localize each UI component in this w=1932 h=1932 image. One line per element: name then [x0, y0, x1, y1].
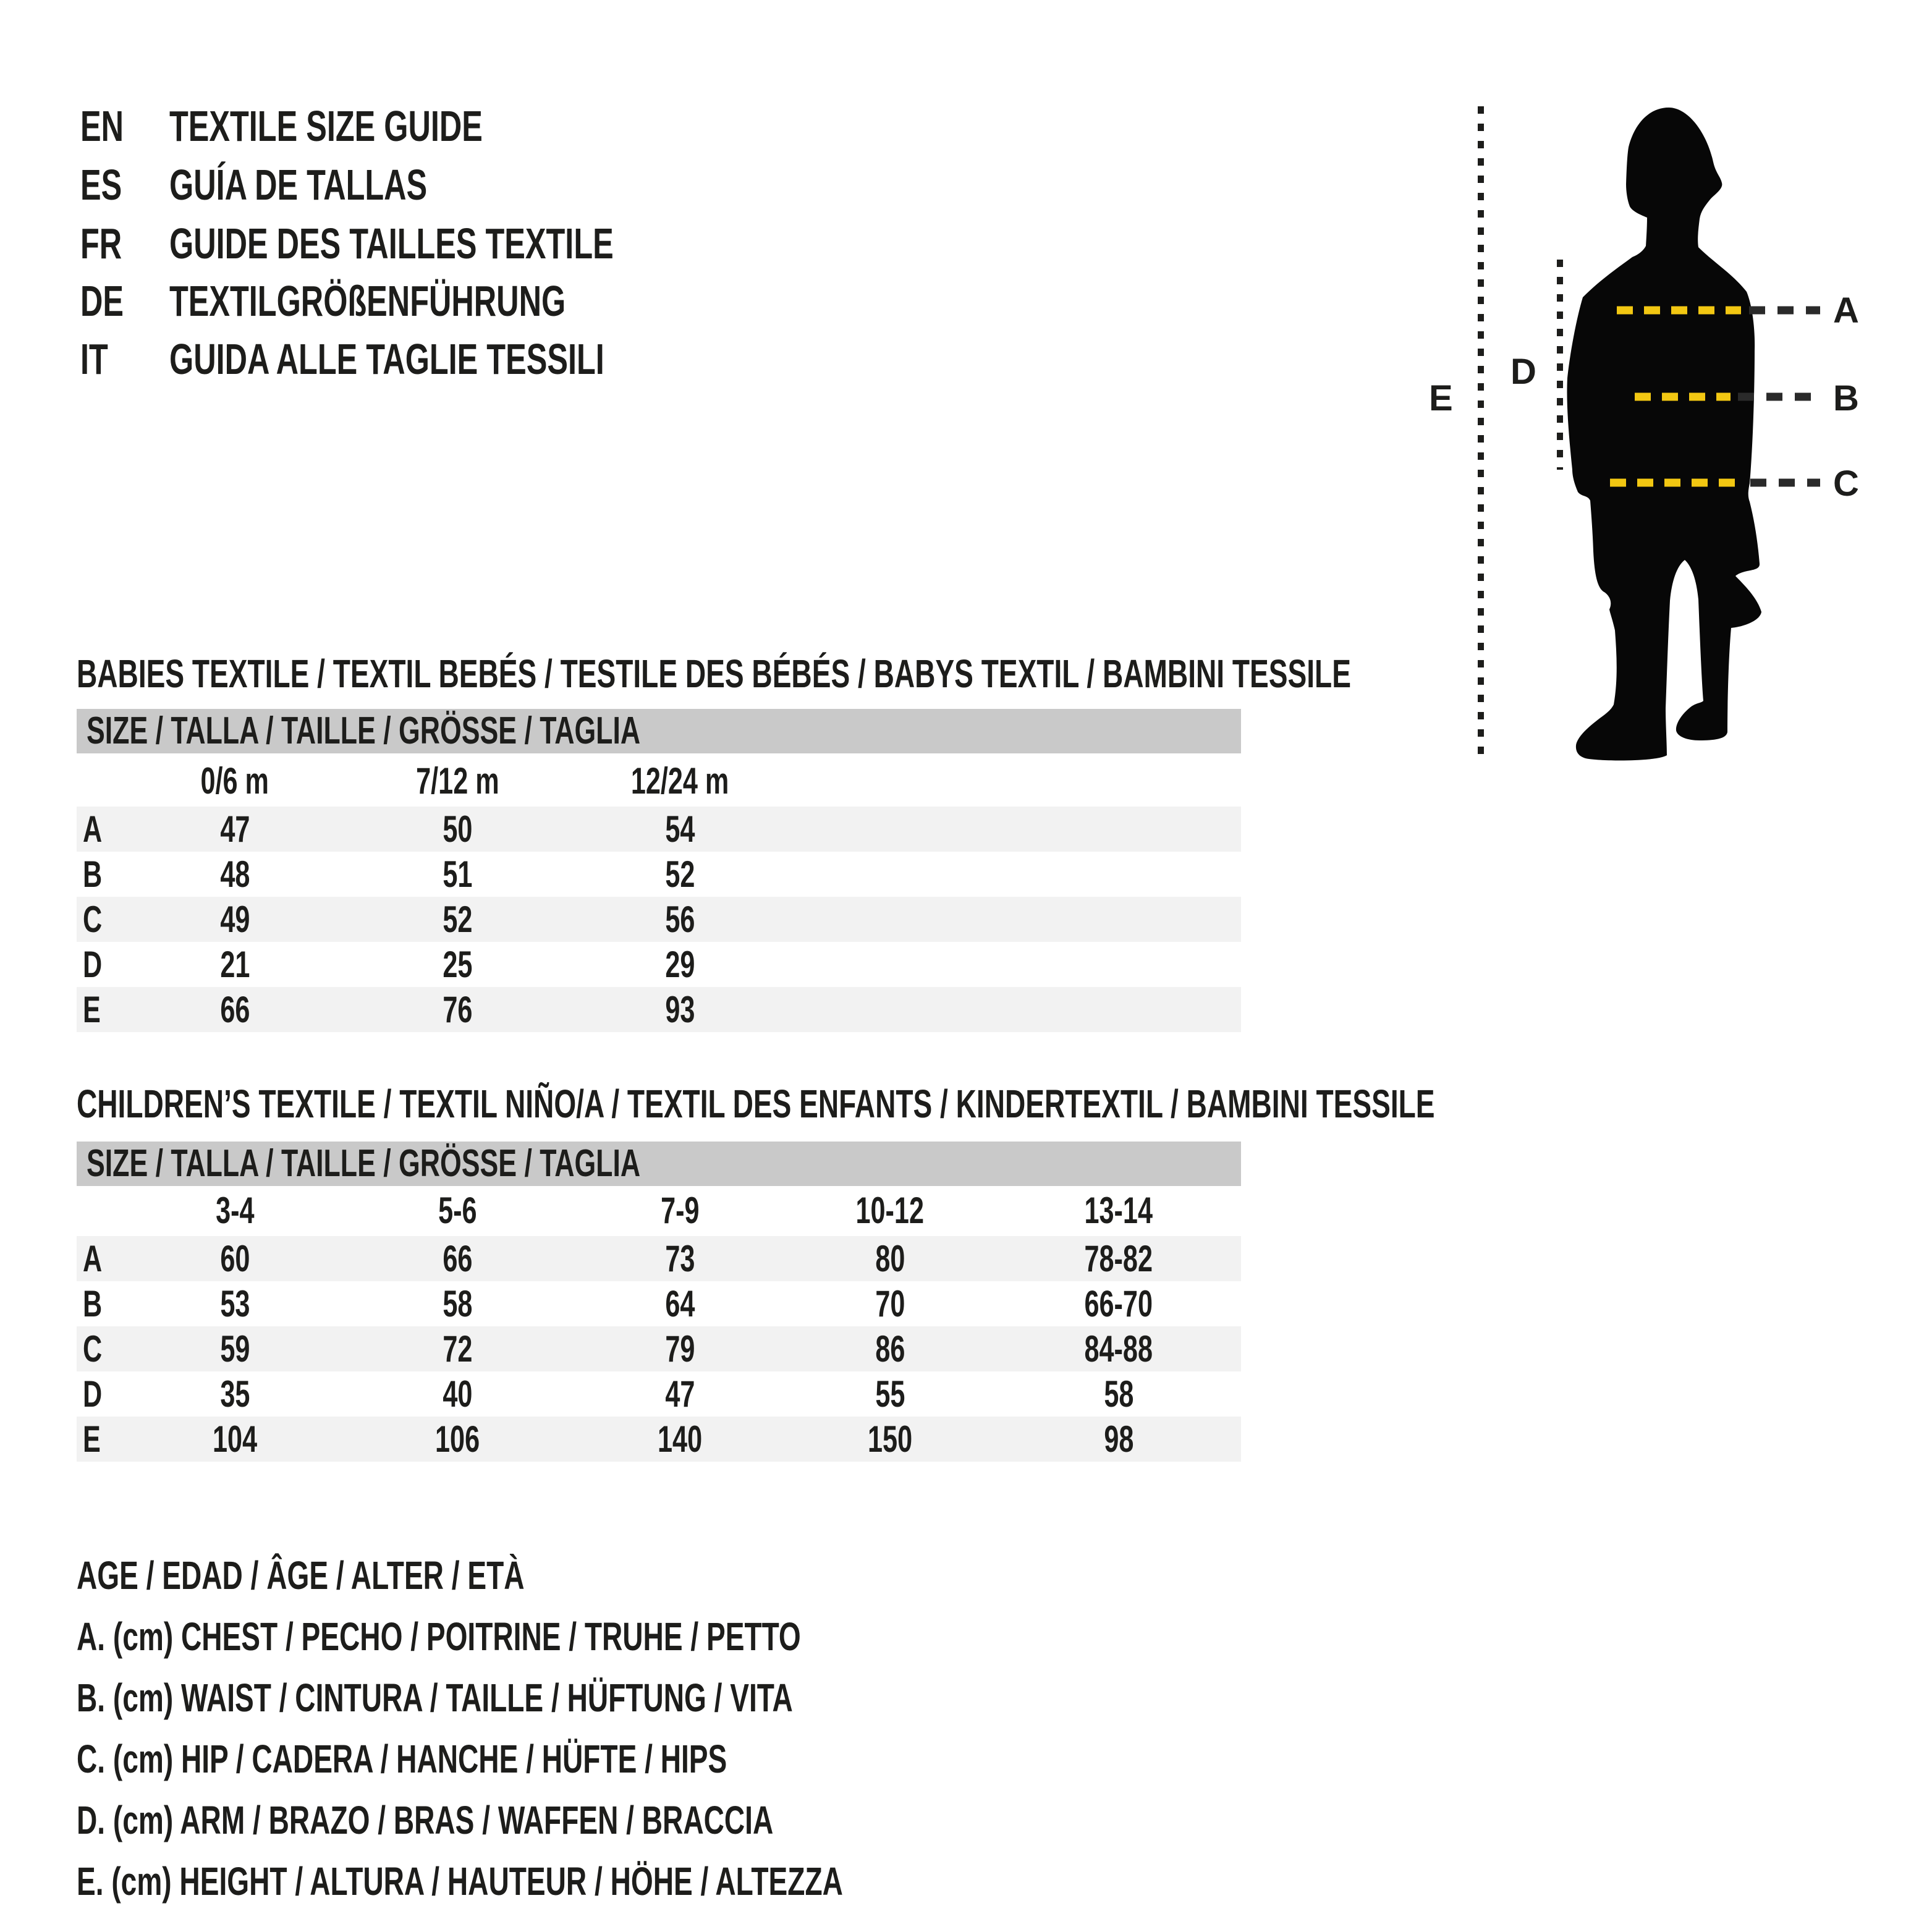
cell-text: 52 [664, 854, 695, 895]
cell-text: 93 [664, 989, 695, 1030]
lang-title-es [169, 163, 527, 207]
figure-label-a: A [1833, 290, 1859, 331]
cell-text: 78-82 [1084, 1238, 1153, 1279]
children-cell [124, 1417, 346, 1462]
children-cell [1007, 1417, 1230, 1462]
cell-text: 56 [664, 899, 695, 940]
lang-code-text: FR [80, 219, 122, 268]
children-section-title [77, 1083, 1932, 1125]
babies-size-header-text: SIZE / TALLA / TAILLE / GRÖSSE / TAGLIA [87, 710, 641, 752]
legend-age [77, 1555, 698, 1596]
children-cell [1007, 1371, 1230, 1417]
lang-title-de [169, 279, 720, 323]
children-cell [569, 1371, 791, 1417]
babies-cell [346, 807, 569, 852]
child-silhouette-figure [1421, 87, 1932, 803]
cell-text: 58 [1103, 1373, 1134, 1415]
children-col-head-2 [346, 1184, 569, 1237]
cell-text: 106 [434, 1418, 480, 1460]
row-letter-text: A [83, 808, 103, 850]
cell-text: 86 [875, 1328, 905, 1370]
children-cell [1007, 1326, 1230, 1371]
cell-text: 60 [219, 1238, 250, 1279]
cell-text: 40 [442, 1373, 473, 1415]
lang-code-en [80, 104, 140, 148]
children-col-head-4 [779, 1184, 1001, 1237]
lang-title-text: TEXTILGRÖßENFÜHRUNG [169, 277, 566, 325]
children-cell [569, 1326, 791, 1371]
legend-text: B. (cm) WAIST / CINTURA / TAILLE / HÜFTUNG / VITA [77, 1676, 793, 1720]
lang-code-text: DE [80, 277, 124, 325]
children-col-head-3 [569, 1184, 791, 1237]
legend-hip [77, 1739, 980, 1779]
col-head-text: 7/12 m [415, 760, 499, 802]
legend-text: A. (cm) CHEST / PECHO / POITRINE / TRUHE / PETTO [77, 1614, 801, 1659]
lang-code-it [80, 337, 119, 381]
children-section-title-text: CHILDREN’S TEXTILE / TEXTIL NIÑO/A / TEXTIL DES ENFANTS / KINDERTEXTIL / BAMBINI TESSILE [77, 1082, 1435, 1126]
col-head-text: 0/6 m [200, 760, 269, 802]
children-cell [779, 1326, 1001, 1371]
lang-title-text: GUIDA ALLE TAGLIE TESSILI [169, 335, 604, 383]
cell-text: 54 [664, 808, 695, 850]
children-cell [1007, 1281, 1230, 1326]
children-cell [124, 1281, 346, 1326]
lang-code-text: IT [80, 335, 108, 383]
cell-text: 53 [219, 1283, 250, 1324]
row-letter-text: C [83, 899, 103, 940]
row-letter-text: D [83, 1373, 103, 1415]
children-cell [1007, 1236, 1230, 1281]
cell-text: 104 [212, 1418, 258, 1460]
row-letter-text: A [83, 1238, 103, 1279]
legend-text: D. (cm) ARM / BRAZO / BRAS / WAFFEN / BRACCIA [77, 1798, 774, 1842]
cell-text: 66-70 [1084, 1283, 1153, 1324]
cell-text: 72 [442, 1328, 473, 1370]
children-col-head-1 [124, 1184, 346, 1237]
cell-text: 55 [875, 1373, 905, 1415]
lang-code-text: EN [80, 102, 124, 150]
legend-height [77, 1861, 1141, 1902]
babies-cell [569, 807, 791, 852]
children-cell [569, 1281, 791, 1326]
cell-text: 21 [219, 944, 250, 985]
cell-text: 73 [664, 1238, 695, 1279]
cell-text: 80 [875, 1238, 905, 1279]
lang-title-fr [169, 221, 786, 266]
lang-title-it [169, 337, 773, 381]
children-col-head-5 [1007, 1184, 1230, 1237]
babies-cell [569, 852, 791, 897]
children-size-header-text: SIZE / TALLA / TAILLE / GRÖSSE / TAGLIA [87, 1142, 641, 1185]
babies-cell [346, 942, 569, 987]
cell-text: 47 [219, 808, 250, 850]
children-cell [124, 1236, 346, 1281]
row-letter-text: B [83, 1283, 103, 1324]
figure-label-d: D [1510, 352, 1536, 392]
lang-code-fr [80, 221, 138, 266]
figure-label-b: B [1833, 378, 1859, 418]
babies-size-header-bar [77, 709, 1241, 753]
babies-cell [346, 987, 569, 1032]
children-cell [569, 1417, 791, 1462]
babies-col-head-1 [124, 755, 346, 808]
children-cell [346, 1236, 569, 1281]
row-letter-text: E [83, 1418, 101, 1460]
babies-cell [124, 897, 346, 942]
cell-text: 51 [442, 854, 473, 895]
cell-text: 25 [442, 944, 473, 985]
legend-text: C. (cm) HIP / CADERA / HANCHE / HÜFTE / HIPS [77, 1737, 727, 1781]
col-head-text: 10-12 [855, 1190, 925, 1231]
children-cell [346, 1417, 569, 1462]
cell-text: 50 [442, 808, 473, 850]
babies-section-title-text: BABIES TEXTILE / TEXTIL BEBÉS / TESTILE DES BÉBÉS / BABYS TEXTIL / BAMBINI TESSILE [77, 651, 1351, 696]
babies-cell [124, 987, 346, 1032]
legend-text: E. (cm) HEIGHT / ALTURA / HAUTEUR / HÖHE / ALTEZZA [77, 1859, 843, 1904]
children-cell [124, 1326, 346, 1371]
legend-text: AGE / EDAD / ÂGE / ALTER / ETÀ [77, 1553, 525, 1598]
lang-title-text: GUIDE DES TAILLES TEXTILE [169, 219, 614, 268]
row-letter-text: B [83, 854, 103, 895]
cell-text: 150 [867, 1418, 913, 1460]
children-cell [346, 1281, 569, 1326]
cell-text: 140 [657, 1418, 703, 1460]
cell-text: 47 [664, 1373, 695, 1415]
legend-arm [77, 1800, 1044, 1841]
figure-label-e: E [1429, 378, 1453, 418]
col-head-text: 13-14 [1084, 1190, 1153, 1231]
cell-text: 58 [442, 1283, 473, 1324]
children-cell [124, 1371, 346, 1417]
col-head-text: 7-9 [660, 1190, 700, 1231]
babies-col-head-2 [346, 755, 569, 808]
babies-section-title [77, 653, 1847, 695]
babies-cell [346, 897, 569, 942]
row-letter-text: D [83, 944, 103, 985]
cell-text: 66 [219, 989, 250, 1030]
cell-text: 52 [442, 899, 473, 940]
children-cell [779, 1236, 1001, 1281]
lang-title-en [169, 104, 604, 148]
cell-text: 49 [219, 899, 250, 940]
children-cell [569, 1236, 791, 1281]
cell-text: 64 [664, 1283, 695, 1324]
cell-text: 79 [664, 1328, 695, 1370]
row-letter-text: E [83, 989, 101, 1030]
lang-code-de [80, 279, 140, 323]
cell-text: 76 [442, 989, 473, 1030]
col-head-text: 3-4 [215, 1190, 255, 1231]
figure-label-c: C [1833, 464, 1859, 504]
lang-title-text: TEXTILE SIZE GUIDE [169, 102, 483, 150]
col-head-text: 12/24 m [630, 760, 729, 802]
cell-text: 98 [1103, 1418, 1134, 1460]
babies-cell [346, 852, 569, 897]
children-cell [346, 1326, 569, 1371]
col-head-text: 5-6 [438, 1190, 477, 1231]
babies-cell [124, 942, 346, 987]
babies-cell [124, 807, 346, 852]
lang-code-text: ES [80, 161, 122, 209]
children-cell [779, 1281, 1001, 1326]
babies-cell [569, 942, 791, 987]
children-cell [779, 1371, 1001, 1417]
children-cell [779, 1417, 1001, 1462]
legend-waist [77, 1677, 1071, 1718]
children-size-header-bar [77, 1142, 1241, 1186]
cell-text: 84-88 [1084, 1328, 1153, 1370]
cell-text: 70 [875, 1283, 905, 1324]
cell-text: 29 [664, 944, 695, 985]
legend-chest [77, 1616, 1082, 1657]
cell-text: 35 [219, 1373, 250, 1415]
lang-title-text: GUÍA DE TALLAS [169, 161, 428, 209]
cell-text: 48 [219, 854, 250, 895]
children-cell [346, 1371, 569, 1417]
cell-text: 66 [442, 1238, 473, 1279]
row-letter-text: C [83, 1328, 103, 1370]
babies-cell [124, 852, 346, 897]
babies-col-head-3 [569, 755, 791, 808]
cell-text: 59 [219, 1328, 250, 1370]
babies-cell [569, 987, 791, 1032]
babies-cell [569, 897, 791, 942]
lang-code-es [80, 163, 138, 207]
